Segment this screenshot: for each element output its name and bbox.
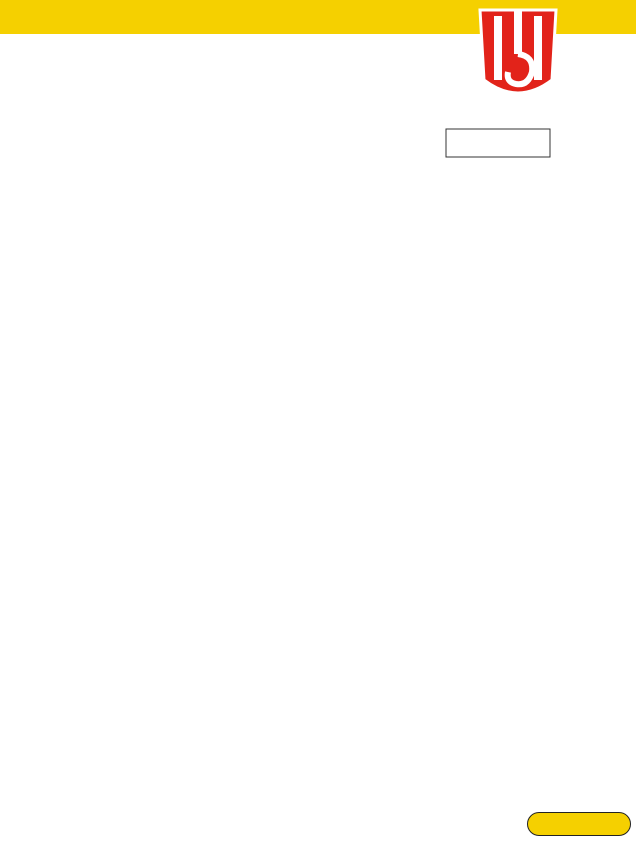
max-capacity-box [446, 129, 550, 157]
palfinger-logo [527, 812, 631, 836]
